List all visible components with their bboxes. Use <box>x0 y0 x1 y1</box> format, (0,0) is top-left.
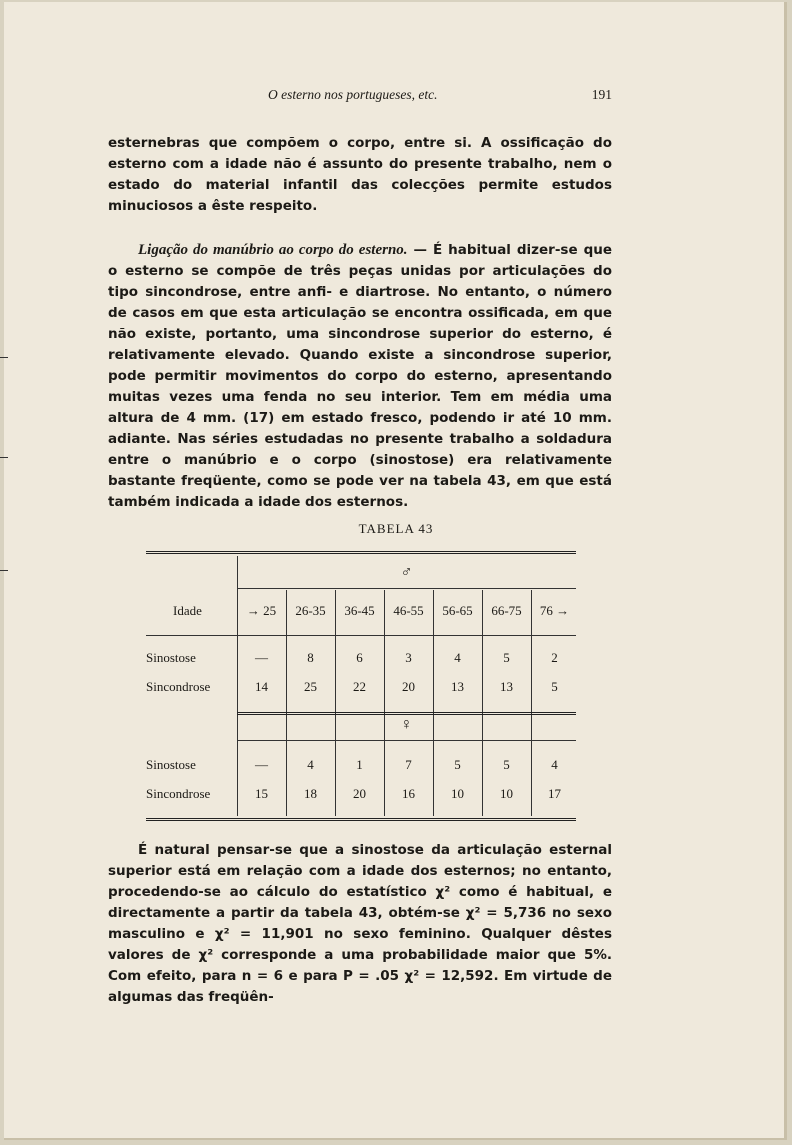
table-cell: — <box>255 757 268 772</box>
age-column-header: 56-65 <box>442 603 473 618</box>
table-cell: 6 <box>356 650 363 665</box>
paragraph-1: esternebras que compõem o corpo, entre si. A ossificação do esterno com a idade não é assunto do presente trabalho, nem o estado do material infantil das colecções permite estudos minuciosos a êste respeito. <box>108 135 612 214</box>
table-cell: 14 <box>255 679 268 694</box>
row-label: Sinostose <box>146 650 196 665</box>
table-cell: 2 <box>551 650 558 665</box>
table-caption: TABELA 43 <box>358 521 434 536</box>
table-cell: 4 <box>307 757 314 772</box>
table-cell: 1 <box>356 757 363 772</box>
margin-mark <box>0 570 8 571</box>
table-column-divider <box>531 590 532 816</box>
table-cell: 7 <box>405 757 412 772</box>
age-column-header: 36-45 <box>344 603 375 618</box>
table-cell: 4 <box>551 757 558 772</box>
table-cell: 13 <box>500 679 513 694</box>
age-column-header: → 25 <box>246 603 277 618</box>
table-rule <box>237 588 576 589</box>
age-column-header: 66-75 <box>491 603 522 618</box>
paragraph-3: É natural pensar-se que a sinostose da articulação esternal superior está em relação com a idade dos esternos; no entanto, procedendo-se ao cálculo do estatístico χ² como é habitual, e directamente a partir da tabela 43, obtém-se χ² = 5,736 no sexo masculino e χ² = 11,901 no sexo feminino. Qualquer dêstes valores de χ² corresponde a uma probabilidade maior que 5%. Com efeito, para n = 6 e para P = .05 χ² = 12,592. Em virtude de algumas das freqüên- <box>108 842 612 1005</box>
table-cell: 5 <box>503 650 510 665</box>
table-column-divider <box>482 590 483 816</box>
table-column-divider <box>286 590 287 816</box>
row-label: Sinostose <box>146 757 196 772</box>
table-cell: 10 <box>451 786 464 801</box>
table-cell: 18 <box>304 786 317 801</box>
table-rule <box>146 635 576 636</box>
margin-mark <box>0 457 8 458</box>
table-bottom-rule <box>146 818 576 821</box>
margin-mark <box>0 357 8 358</box>
age-column-header: 46-55 <box>393 603 424 618</box>
table-cell: — <box>255 650 268 665</box>
row-label: Sincondrose <box>146 786 211 801</box>
table-cell: 16 <box>402 786 415 801</box>
table-column-divider <box>433 590 434 816</box>
table-cell: 4 <box>454 650 461 665</box>
table-rule <box>237 712 576 715</box>
page-number: 191 <box>591 87 612 102</box>
paragraph-2-text: — É habitual dizer-se que o esterno se compõe de três peças unidas por articulações do tipo sincondrose, entre anfi- e diartrose. No entanto, o número de casos em que esta articulação se encontra ossificada, em que não existe, portanto, uma sincondrose superior do esterno, é relativamente elevado. Quando existe a sincondrose superior, pode permitir movimentos do corpo do esterno, apresentando muitas vezes uma fenda no seu interior. Tem em média uma altura de 4 mm. (17) em estado fresco, podendo ir até 10 mm. adiante. Nas séries estudadas no presente trabalho a soldadura entre o manúbrio e o corpo (sinostose) era relativamente bastante freqüente, como se pode ver na tabela 43, em que está também indicada a idade dos esternos. <box>108 242 612 510</box>
running-title: O esterno nos portugueses, etc. <box>268 87 438 102</box>
table-cell: 17 <box>548 786 561 801</box>
section-heading: Ligação do manúbrio ao corpo do esterno. <box>138 242 408 258</box>
table-cell: 22 <box>353 679 366 694</box>
table-cell: 13 <box>451 679 464 694</box>
table-cell: 5 <box>551 679 558 694</box>
table-top-rule <box>146 551 576 554</box>
table-cell: 15 <box>255 786 268 801</box>
table-cell: 25 <box>304 679 317 694</box>
table-cell: 3 <box>405 650 412 665</box>
table-rule <box>237 740 576 741</box>
female-symbol: ♀ <box>400 716 413 733</box>
paragraph-2 <box>108 240 612 513</box>
age-label: Idade <box>173 603 202 618</box>
table-cell: 5 <box>454 757 461 772</box>
age-column-header: 26-35 <box>295 603 326 618</box>
table-cell: 10 <box>500 786 513 801</box>
row-label: Sincondrose <box>146 679 211 694</box>
table-cell: 5 <box>503 757 510 772</box>
table-column-divider <box>335 590 336 816</box>
age-column-header: 76 → <box>539 603 570 618</box>
table-cell: 20 <box>353 786 366 801</box>
table-column-divider <box>384 590 385 816</box>
table-cell: 8 <box>307 650 314 665</box>
table-cell: 20 <box>402 679 415 694</box>
male-symbol: ♂ <box>400 564 413 581</box>
